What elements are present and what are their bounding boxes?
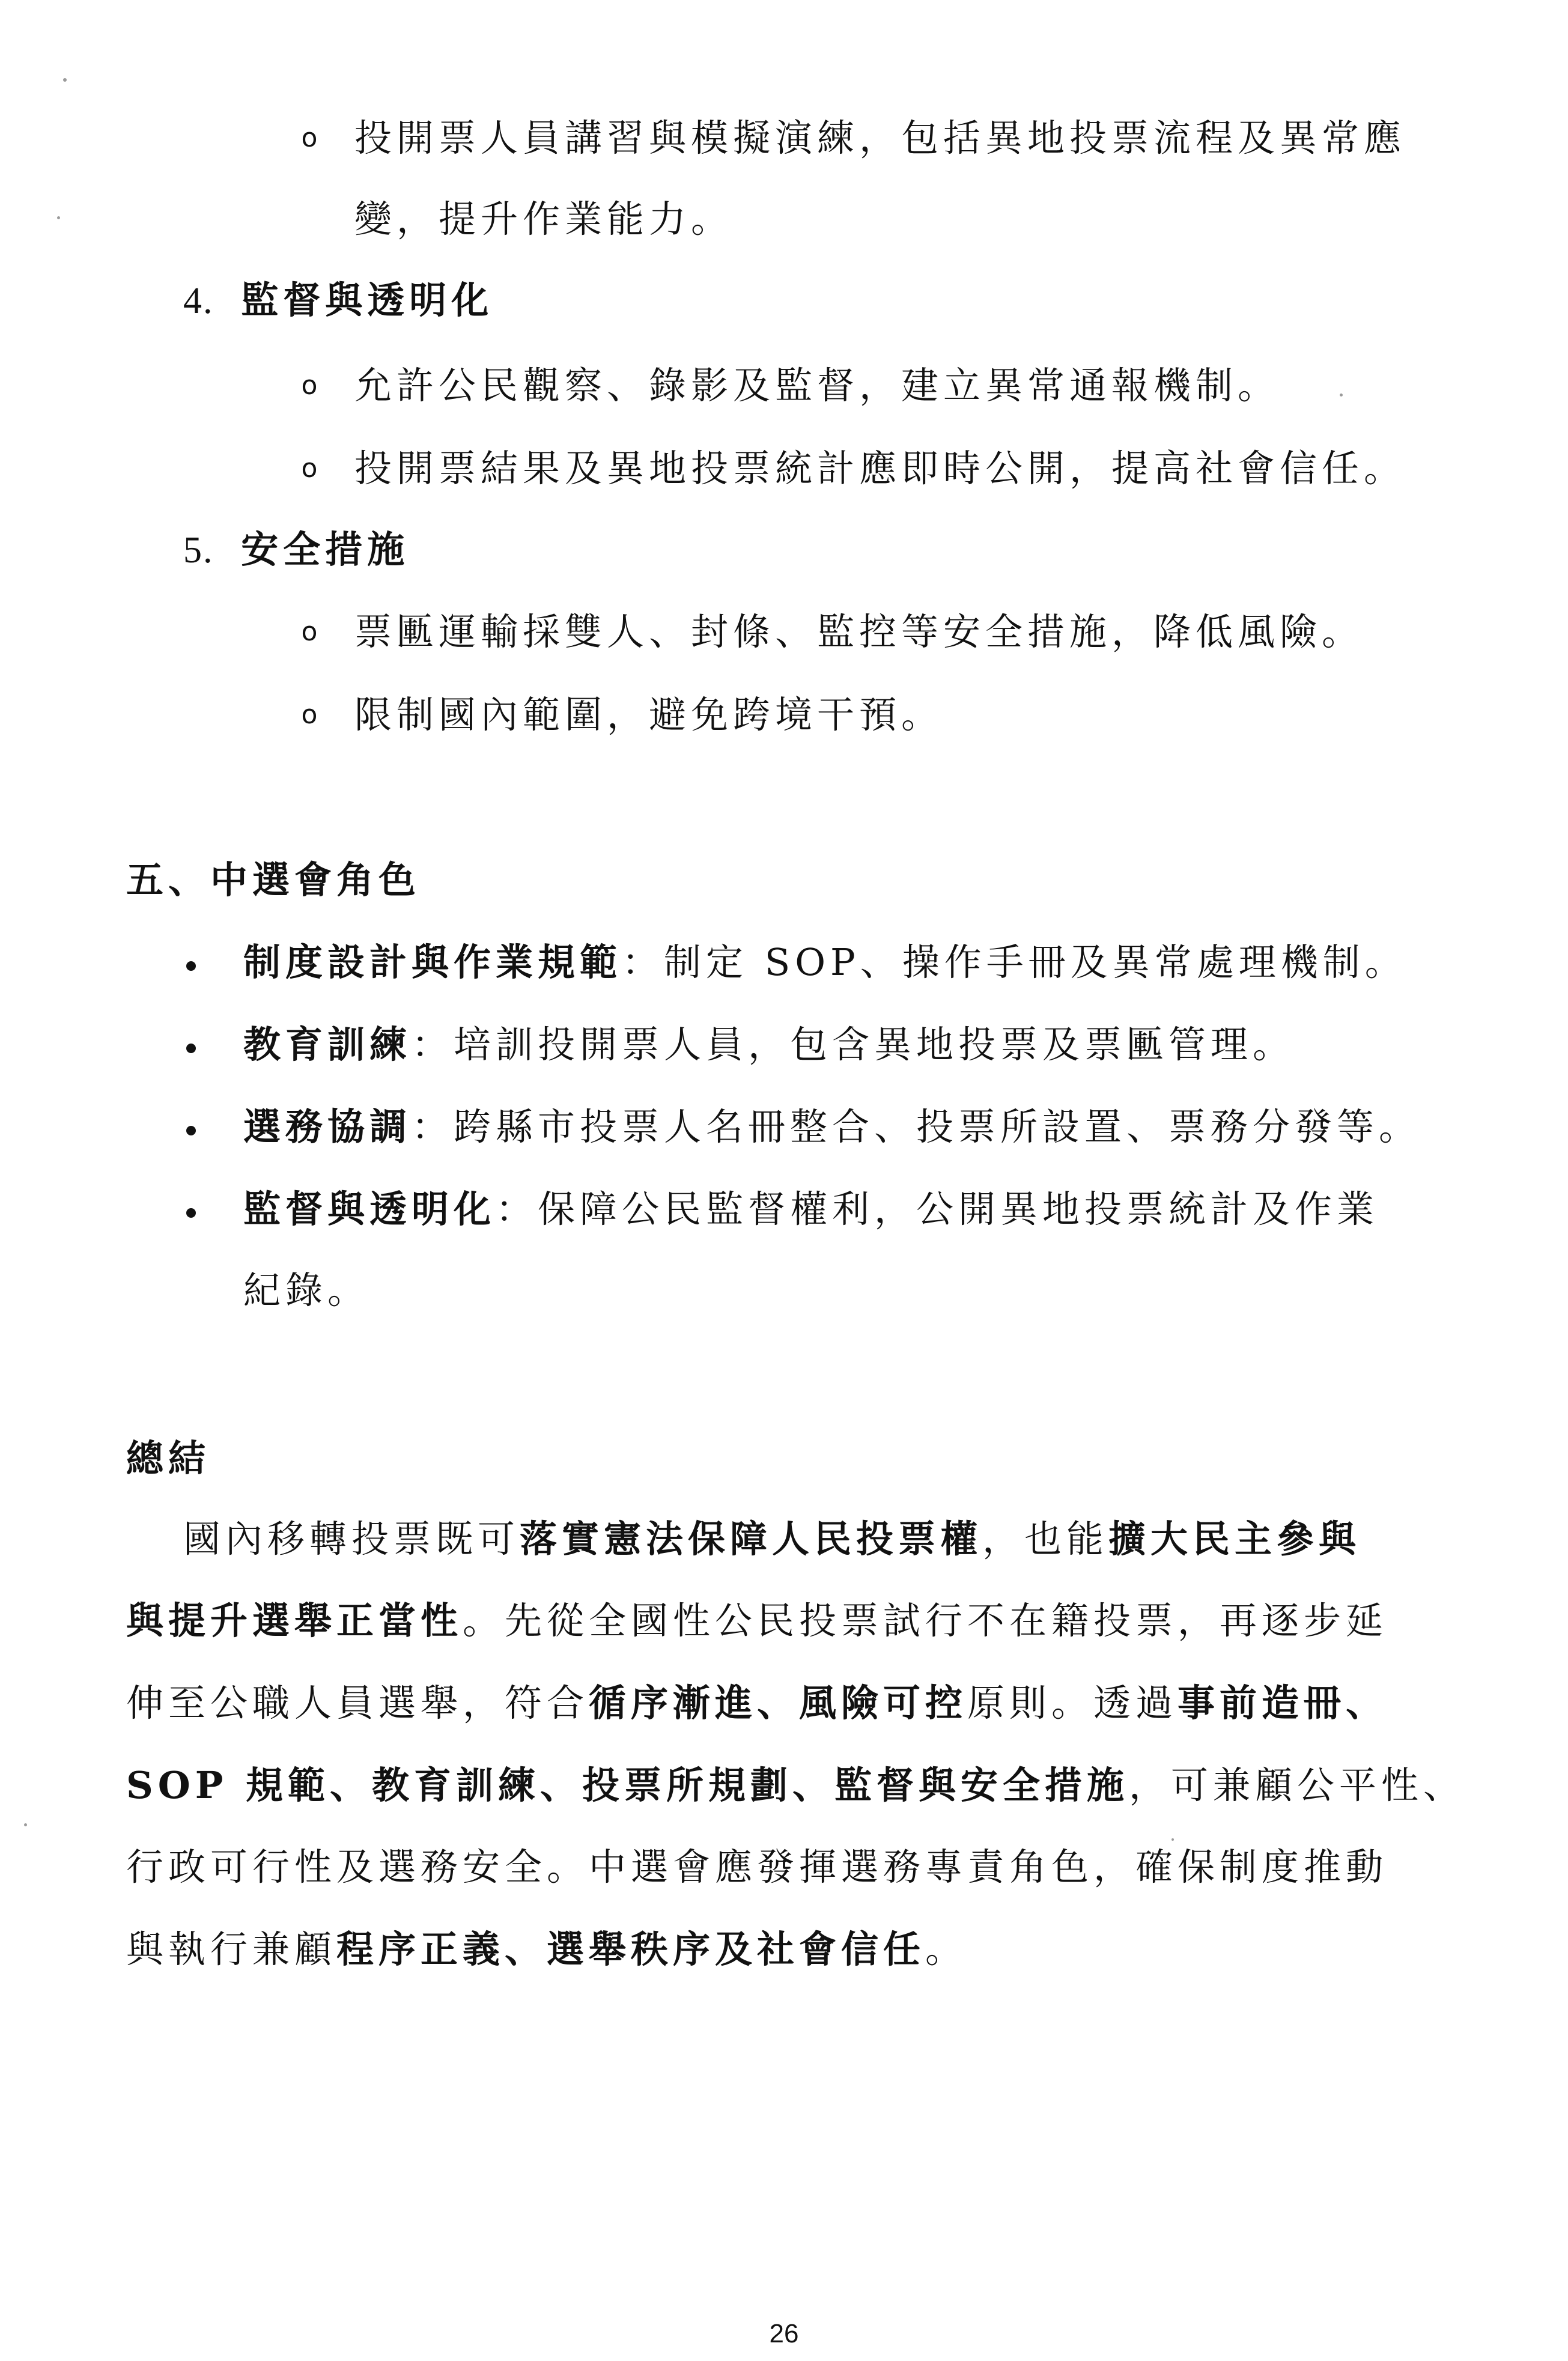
scan-speck [1340,394,1343,397]
summary-emphasis: 落實憲法保障人民投票權 [520,1517,983,1561]
role-item-4-continuation: 紀錄。 [243,1268,370,1312]
summary-line-3 [126,1679,1388,1727]
role-item-term: 制度設計與作業規範 [243,940,622,984]
sub-bullet-marker: o [301,616,318,647]
summary-line-2 [126,1597,1388,1645]
summary-line-1 [183,1515,1361,1563]
item5-bullet-2: 限制國內範圍，避免跨境干預。 [354,693,944,737]
item4-title: 監督與透明化 [241,278,494,322]
summary-emphasis: 程序正義、選舉秩序及社會信任 [336,1927,926,1971]
section5-heading: 五、中選會角色 [126,858,421,902]
item5-number: 5. [183,530,214,571]
page-number: 26 [769,2319,799,2348]
role-item-text: ：制定 SOP、操作手冊及異常處理機制。 [622,940,1407,984]
role-item-3 [243,1103,1421,1151]
scan-speck [63,78,67,82]
summary-text: 。 [925,1927,968,1971]
summary-text: 伸至公職人員選舉，符合 [126,1681,589,1725]
sub-bullet-marker: o [301,699,318,730]
summary-text: 國內移轉投票既可 [183,1517,520,1561]
continued-bullet-line2: 變，提升作業能力。 [354,197,734,241]
item5-bullet-1: 票匭運輸採雙人、封條、監控等安全措施，降低風險。 [354,610,1364,654]
summary-text: 。先從全國性公民投票試行不在籍投票，再逐步延 [463,1599,1388,1642]
summary-text: ，也能 [982,1517,1109,1561]
summary-text: 行政可行性及選務安全。中選會應發揮選務專責角色，確保制度推動 [126,1845,1388,1889]
bullet-dot [186,1044,196,1053]
bullet-dot [186,961,196,971]
scan-speck [1171,1838,1174,1841]
role-item-text: ：培訓投開票人員，包含異地投票及票匭管理。 [412,1022,1295,1066]
sub-bullet-marker: o [301,453,318,484]
item4-bullet-1: 允許公民觀察、錄影及監督，建立異常通報機制。 [354,363,1280,407]
role-item-term: 監督與透明化 [243,1187,496,1231]
summary-line-5 [126,1843,1388,1891]
summary-text: ，可兼顧公平性、 [1129,1763,1466,1807]
role-item-text: ：跨縣市投票人名冊整合、投票所設置、票務分發等。 [412,1105,1421,1149]
summary-line-4 [126,1761,1465,1809]
summary-emphasis: 擴大民主參與 [1108,1517,1361,1561]
summary-line-6 [126,1925,967,1974]
summary-emphasis: 事前造冊、 [1178,1681,1388,1725]
scan-speck [57,216,60,219]
role-item-4 [243,1185,1379,1233]
role-item-term: 選務協調 [243,1105,412,1149]
summary-text: 與執行兼顧 [126,1927,337,1971]
item5-heading [183,526,409,574]
item4-heading [183,276,493,325]
item4-number: 4. [183,281,214,321]
role-item-2 [243,1021,1295,1069]
summary-text: 原則。透過 [967,1681,1178,1725]
summary-emphasis: 循序漸進、風險可控 [589,1681,968,1725]
summary-emphasis: 與提升選舉正當性 [126,1599,463,1642]
summary-heading: 總結 [126,1436,211,1480]
item5-title: 安全措施 [241,527,410,571]
role-item-1 [243,938,1407,986]
scan-speck [24,1823,27,1826]
item4-bullet-2: 投開票結果及異地投票統計應即時公開，提高社會信任。 [354,446,1406,490]
bullet-dot [186,1126,196,1135]
bullet-dot [186,1208,196,1218]
sub-bullet-marker: o [301,123,318,153]
sub-bullet-marker: o [301,370,318,401]
role-item-text: ：保障公民監督權利，公開異地投票統計及作業 [496,1187,1379,1231]
role-item-term: 教育訓練 [243,1022,412,1066]
continued-bullet-line1: 投開票人員講習與模擬演練，包括異地投票流程及異常應 [354,116,1406,160]
summary-emphasis: SOP 規範、教育訓練、投票所規劃、監督與安全措施 [126,1763,1129,1807]
